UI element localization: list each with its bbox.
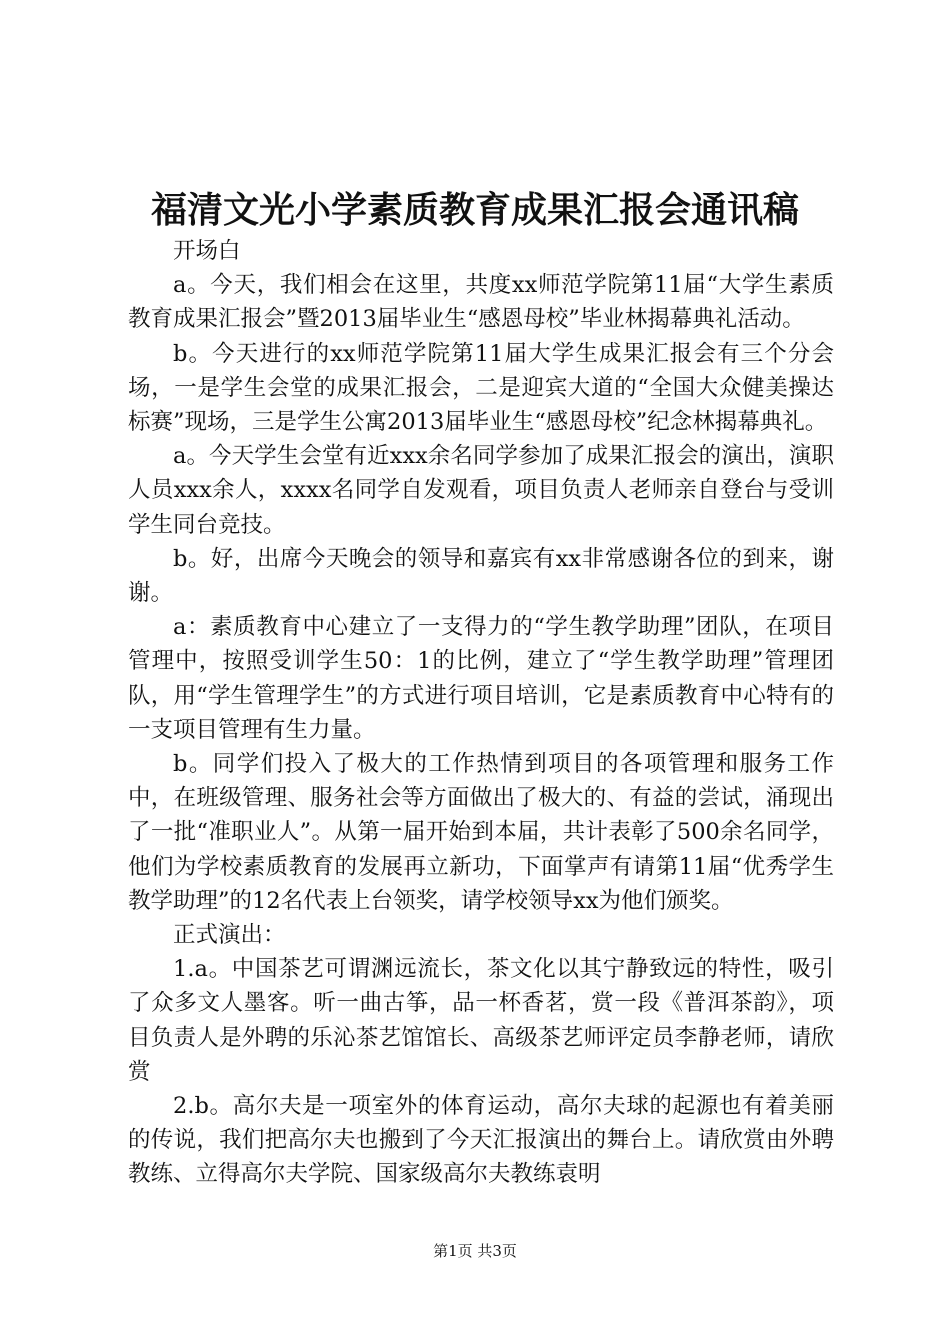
page-footer: 第1页 共3页 [433,1242,517,1260]
paragraph-section-heading: 正式演出： [173,922,286,949]
paragraph: 1.a。中国茶艺可谓渊远流长，茶文化以其宁静致远的特性，吸引了众多文人墨客。听一曲古筝，品一杯香茗，赏一段《普洱茶韵》，项目负责人是外聘的乐沁茶艺馆馆长、高级茶艺师评定员李静老师，请欣赏 [128,956,834,1085]
document-title: 福清文光小学素质教育成果汇报会通讯稿 [150,189,799,231]
paragraph-opening: 开场白 [173,238,241,264]
paragraph: b。同学们投入了极大的工作热情到项目的各项管理和服务工作中，在班级管理、服务社会等方面做出了极大的、有益的尝试，涌现出了一批“准职业人”。从第一届开始到本届，共计表彰了500余名同学，他们为学校素质教育的发展再立新功，下面掌声有请第11届“优秀学生教学助理”的12名代表上台领奖，请学校领导xx为他们颁奖。 [128,751,834,914]
paragraph: b。今天进行的xx师范学院第11届大学生成果汇报会有三个分会场，一是学生会堂的成果汇报会，二是迎宾大道的“全国大众健美操达标赛”现场，三是学生公寓2013届毕业生“感恩母校”纪念林揭幕典礼。 [128,340,834,436]
document-body [128,234,834,1192]
paragraph: a。今天学生会堂有近xxx余名同学参加了成果汇报会的演出，演职人员xxx余人，xxxx名同学自发观看，项目负责人老师亲自登台与受训学生同台竞技。 [128,443,834,538]
paragraph: a。今天，我们相会在这里，共度xx师范学院第11届“大学生素质教育成果汇报会”暨2013届毕业生“感恩母校”毕业林揭幕典礼活动。 [128,272,834,333]
paragraph: b。好，出席今天晚会的领导和嘉宾有xx非常感谢各位的到来，谢谢。 [128,545,834,607]
paragraph: 2.b。高尔夫是一项室外的体育运动，高尔夫球的起源也有着美丽的传说，我们把高尔夫也搬到了今天汇报演出的舞台上。请欣赏由外聘教练、立得高尔夫学院、国家级高尔夫教练袁明 [128,1093,834,1188]
paragraph: a：素质教育中心建立了一支得力的“学生教学助理”团队，在项目管理中，按照受训学生50：1的比例，建立了“学生教学助理”管理团队，用“学生管理学生”的方式进行项目培训，它是素质教育中心特有的一支项目管理有生力量。 [128,614,834,743]
